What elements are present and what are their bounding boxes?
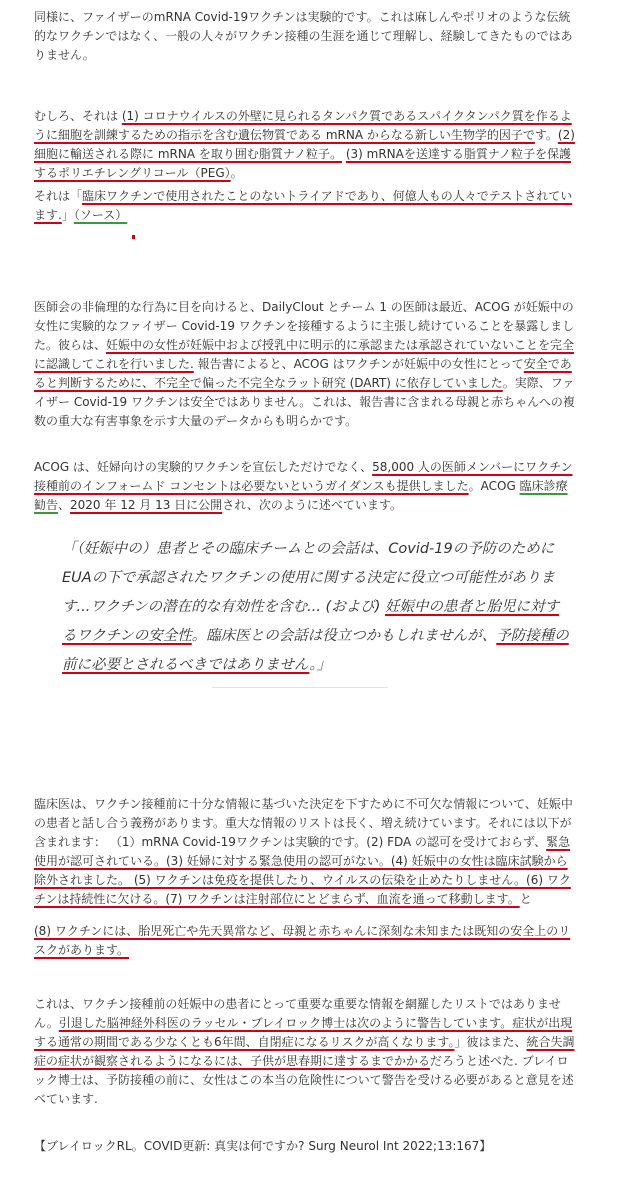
citation: 【ブレイロックRL。COVID更新: 真実は何ですか? Surg Neurol Int 2022;13:167】 (34, 1139, 492, 1153)
highlight-aware: 妊娠中の女性が妊娠中および授乳中に明示的に承認または承認されていないことを完全に認識してこれを行いました. (34, 338, 575, 371)
paragraph-guidance-mid: 。ACOG (468, 479, 520, 493)
blockquote-acog (62, 535, 572, 680)
paragraph-acog-mid: 報告書によると、ACOG はワクチンが妊娠中の女性にとって (193, 357, 524, 371)
paragraph-triad-lead: それは「 (34, 189, 83, 203)
paragraph-guidance (34, 458, 579, 515)
paragraph-clinician-end: と (519, 892, 532, 906)
practice-advisory-link[interactable]: 臨床診療勧告 (34, 479, 568, 512)
source-link[interactable]: （ソース） (73, 208, 128, 222)
highlight-vaccine-safety: 妊娠中の患者と胎児に対するワクチンの安全性 (62, 599, 559, 644)
highlight-not-required: 予防接種の前に必要とされるべきではありません (62, 628, 569, 673)
paragraph-blaylock-mid: 」彼はまた、 (454, 1035, 527, 1049)
highlight-risk-8: (8) ワクチンには、胎児死亡や先天異常など、母親と赤ちゃんに深刻な未知または既知の安全上のリスクがあります。 (34, 924, 571, 957)
highlight-guidance: 58,000 人の医師メンバーにワクチン接種前のインフォームド コンセントは必要ないというガイダンスも提供しました (34, 460, 573, 493)
paragraph-intro: 同様に、ファイザーのmRNA Covid-19ワクチンは実験的です。これは麻しんやポリオのような伝統的なワクチンではなく、一般の人々がワクチン接種の生涯を通じて理解し、経験してきたものではありません。 (34, 10, 573, 62)
paragraph-components-end: 。 (230, 166, 243, 180)
paragraph-components (34, 107, 579, 183)
paragraph-acog-lead: 医師会の非倫理的な行為に目を向けると、DailyClout とチーム 1 の医師は最近、ACOG が妊娠中の女性に実験的なファイザー Covid-19 ワクチンを接種するように主張し続けていることを暴露しました。彼らは、 (34, 300, 575, 352)
blockquote-end: 。」 (309, 657, 332, 673)
highlight-dart: 安全であると判断するために、不完全で偏った不完全なラット研究 (DART) に依存していました (34, 357, 572, 390)
blockquote-mid: 。臨床医との会話は役立つかもしれませんが、 (191, 628, 497, 644)
highlight-publish-date: 2020 年 12 月 13 日に公開 (70, 498, 223, 512)
paragraph-clinician-lead: 臨床医は、ワクチン接種前に十分な情報に基づいた決定を下すために不可欠な情報について、妊娠中の患者と話し合う義務があります。重大な情報のリストは長く、増え続けています。それには以下が含まれます： （1）mRNA Covid-19ワクチンは実験的です。(2) FDA の認可を受けておらず、 (34, 797, 573, 849)
paragraph-clinician-duty (34, 795, 579, 909)
red-mark (132, 235, 135, 239)
paragraph-blaylock-lead: これは、ワクチン接種前の妊娠中の患者にとって重要な重要な情報を網羅したリストではありません。 (34, 997, 561, 1030)
paragraph-triad-close: 」 (61, 208, 74, 222)
paragraph-triad (34, 187, 579, 225)
highlight-peg: (3) mRNAを送達する脂質ナノ粒子を保護するポリエチレングリコール（PEG） (34, 147, 572, 180)
paragraph-guidance-lead: ACOG は、妊婦向けの実験的ワクチンを宣伝しただけでなく、 (34, 460, 373, 474)
paragraph-acog-end: 。実際、ファイザー Covid-19 ワクチンは安全ではありません。これは、報告書に含まれる母親と赤ちゃんへの複数の重大な有害事象を示す大量のデータからも明らかです。 (34, 376, 575, 428)
blockquote-lead: 「（妊娠中の）患者とその臨床チームとの会話は、Covid-19の予防のためにEUAの下で承認されたワクチンの使用に関する決定に役立つ可能性があります...ワクチンの潜在的な有効性を含む... (および) (62, 541, 555, 615)
paragraph-guidance-end: され、次のように述べています。 (222, 498, 402, 512)
paragraph-risk-8 (34, 922, 579, 960)
paragraph-components-period: す。 (534, 128, 558, 142)
highlight-mrna-agent: (1) コロナウイルスの外壁に見られるタンパク質であるスパイクタンパク質を作るように細胞を訓練するための指示を含む遺伝物質である mRNA からなる新しい生物学的因子で (34, 109, 572, 142)
highlight-autism-risk: 引退した脳神経外科医のラッセル・ブレイロック博士は次のように警告しています。症状が出現する通常の期間である少なくとも6年間、自閉症になるリスクが高くなります。 (34, 1016, 573, 1049)
paragraph-blaylock (34, 995, 579, 1109)
paragraph-guidance-comma: 、 (58, 498, 71, 512)
paragraph-blaylock-end: だろうと述べた. ブレイロック博士は、予防接種の前に、女性はこの本当の危険性について警告を受ける必要があると意見を述べています. (34, 1054, 574, 1106)
highlight-info-list: 緊急使用が認可されている。(3) 妊婦に対する緊急使用の認可がない。(4) 妊娠中の女性は臨床試験から除外されました。 (5) ワクチンは免疫を提供したり、ウイルスの伝染を止めたりしません。(6) ワクチンは持続性に欠ける。(7) ワクチンは注射部位にとどまらず、血流を通って移動します。 (34, 835, 571, 906)
divider (212, 687, 388, 688)
paragraph-acog (34, 298, 579, 431)
highlight-triad: 臨床ワクチンで使用されたことのないトライアドであり、何億人もの人々でテストされています. (34, 189, 573, 222)
paragraph-components-lead: むしろ、それは (34, 109, 122, 123)
highlight-lipid-nanoparticle: (2) 細胞に輸送される際に mRNA を取り囲む脂質ナノ粒子。 (34, 128, 575, 161)
highlight-schizophrenia: 統合失調症の症状が観察されるようになるには、子供が思春期に達するまでかかる (34, 1035, 575, 1068)
